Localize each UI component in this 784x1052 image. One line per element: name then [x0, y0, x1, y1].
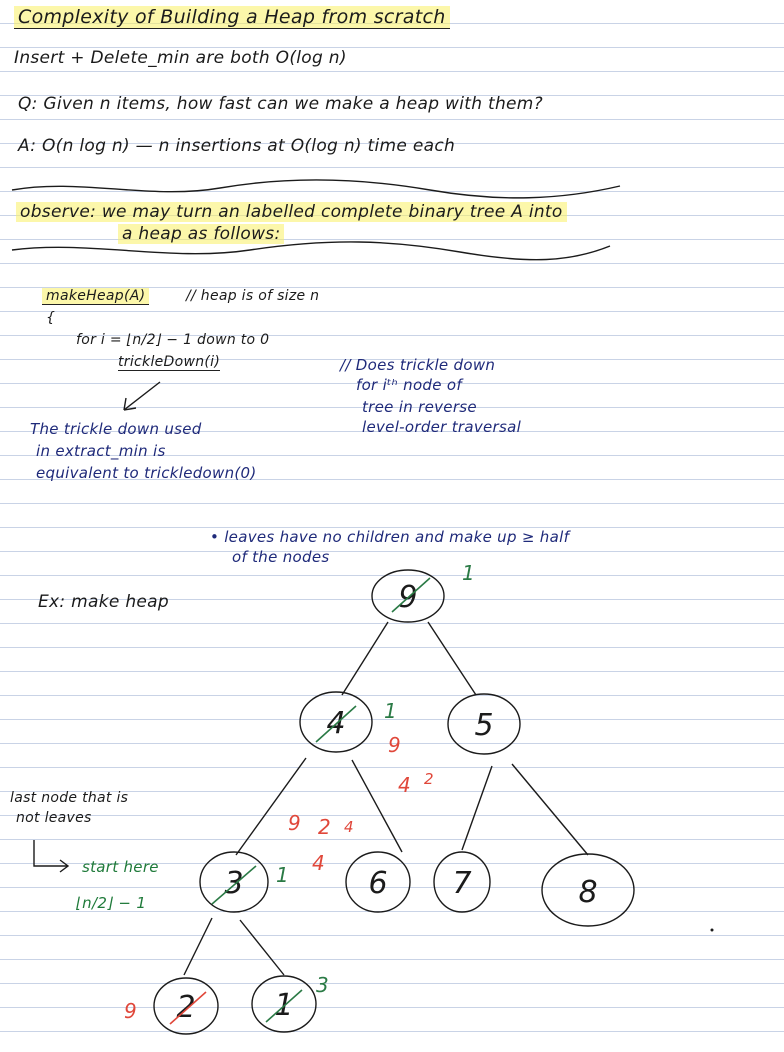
edge-root-right: [428, 622, 476, 695]
code-comment: // heap is of size n: [186, 288, 320, 304]
code-loop: for i = ⌊n/2⌋ − 1 down to 0: [76, 332, 270, 348]
code-call: trickleDown(i): [118, 354, 221, 370]
observe-text: observe: we may turn an labelled complete binary tree A into: [16, 202, 567, 222]
make-heap-signature: makeHeap(A): [42, 288, 149, 305]
edge-5-7: [462, 766, 492, 850]
node-4-swap-2: 9: [388, 733, 401, 757]
observe-text-2: a heap as follows:: [118, 224, 284, 244]
node-6-value: 6: [368, 866, 388, 901]
wavy-separator-bottom: [12, 242, 610, 260]
last-node-note-1: last node that is: [10, 790, 129, 806]
node-3-swap-2: 4: [312, 851, 325, 875]
edge-annotation-4: 4: [344, 818, 354, 836]
node-3-swap-1: 1: [276, 863, 289, 887]
node-2-value: 2: [176, 990, 196, 1025]
insert-delete-line: Insert + Delete_min are both O(log n): [14, 48, 347, 68]
edge-annotation-2: 2: [318, 815, 331, 839]
start-index-label: ⌊n/2⌋ − 1: [76, 894, 147, 912]
tree-edges: [184, 622, 588, 975]
edge-5-8: [512, 764, 588, 855]
side-note-4: level-order traversal: [362, 418, 522, 436]
side-note-1: // Does trickle down: [340, 356, 496, 374]
edge-3-1: [240, 920, 284, 975]
code-brace: {: [46, 310, 56, 326]
node-7-value: 7: [452, 866, 472, 901]
example-label: Ex: make heap: [38, 592, 169, 612]
node-4-swap-3: 4: [398, 773, 411, 797]
node-3-value: 3: [224, 866, 244, 901]
node-8-value: 8: [578, 875, 598, 910]
root-replacement: 1: [462, 561, 475, 585]
side-note-2: for iᵗʰ node of: [356, 376, 462, 394]
node-4-swap-1: 1: [384, 699, 397, 723]
node-1-value: 1: [274, 988, 294, 1023]
last-node-note-2: not leaves: [16, 810, 92, 826]
arrow-note-3: equivalent to trickledown(0): [36, 464, 257, 482]
node-root-value: 9: [398, 580, 418, 615]
node-1-replacement: 3: [316, 973, 329, 997]
edge-root-left: [342, 622, 388, 695]
wavy-separator-top: [12, 180, 620, 198]
edge-4-6: [352, 760, 402, 852]
edge-3-2: [184, 918, 212, 975]
question-line: Q: Given n items, how fast can we make a heap with them?: [18, 94, 543, 114]
leaves-note-1: • leaves have no children and make up ≥ half: [210, 528, 570, 546]
node-5-value: 5: [474, 708, 494, 743]
node-4-swap-4: 2: [424, 770, 434, 788]
arrow-note-2: in extract_min is: [36, 442, 166, 460]
arrow-note-1: The trickle down used: [30, 420, 202, 438]
node-4-value: 4: [326, 706, 346, 741]
answer-line: A: O(n log n) — n insertions at O(log n) time each: [18, 136, 456, 156]
edge-4-3: [236, 758, 306, 855]
side-note-3: tree in reverse: [362, 398, 477, 416]
page-title: Complexity of Building a Heap from scratch: [14, 6, 450, 29]
ink-dot: [711, 929, 714, 932]
leaves-note-2: of the nodes: [232, 548, 330, 566]
edge-annotation-9: 9: [288, 811, 301, 835]
start-here-label: start here: [82, 858, 159, 876]
start-arrow: [34, 840, 68, 872]
trickle-arrow: [124, 382, 160, 410]
node-2-replacement: 9: [124, 999, 137, 1023]
